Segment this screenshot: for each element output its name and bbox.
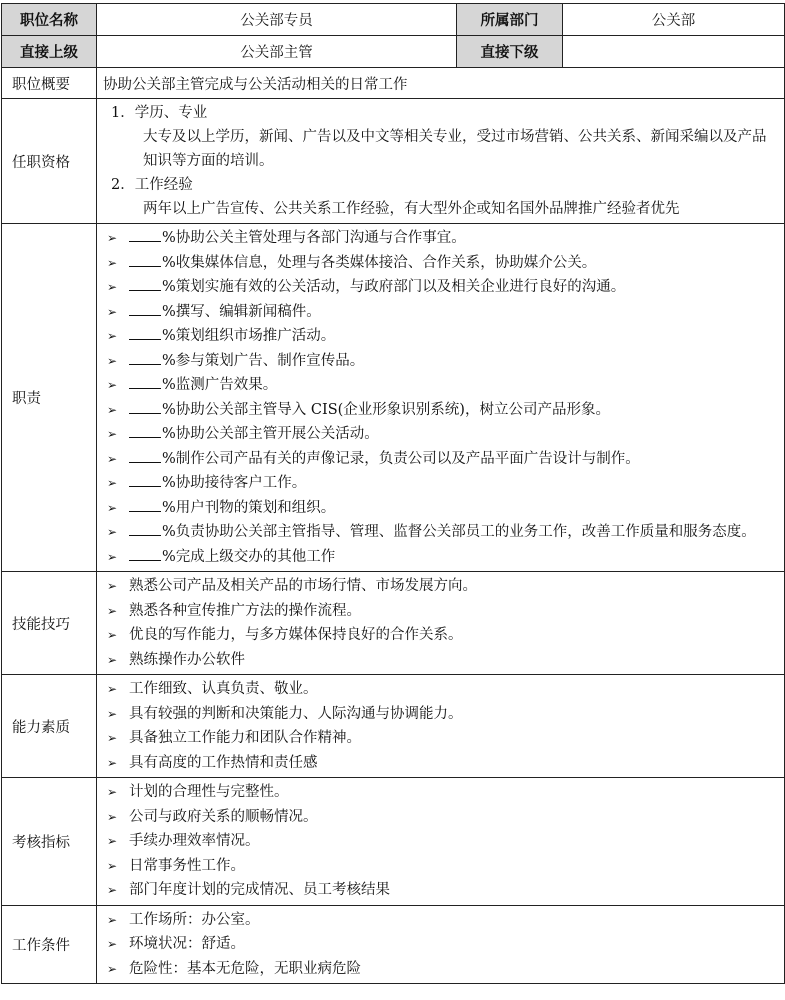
qualification-experience-text: 两年以上广告宣传、公共关系工作经验，有大型外企或知名国外品牌推广经验者优先 bbox=[143, 201, 680, 217]
qualification-experience-title: 2．工作经验 bbox=[111, 177, 193, 193]
conditions-list bbox=[97, 905, 785, 984]
department-value: 公关部 bbox=[563, 4, 785, 36]
duties-list bbox=[97, 224, 785, 572]
arrow-bullet-icon: ➢ bbox=[107, 280, 118, 294]
percent-blank bbox=[129, 399, 161, 414]
arrow-bullet-icon: ➢ bbox=[107, 231, 118, 245]
arrow-bullet-icon: ➢ bbox=[107, 937, 118, 951]
arrow-bullet-icon: ➢ bbox=[107, 329, 118, 343]
arrow-bullet-icon: ➢ bbox=[107, 476, 118, 490]
duty-item: ➢ %参与策划广告、制作宣传品。 bbox=[103, 349, 778, 374]
arrow-bullet-icon: ➢ bbox=[107, 304, 118, 319]
kpi-item: ➢ 手续办理效率情况。 bbox=[103, 829, 778, 854]
arrow-bullet-icon: ➢ bbox=[107, 255, 118, 270]
qualification-education-title: 1．学历、专业 bbox=[111, 105, 208, 121]
arrow-bullet-icon: ➢ bbox=[107, 427, 118, 441]
arrow-bullet-icon: ➢ bbox=[107, 500, 118, 515]
arrow-bullet-icon: ➢ bbox=[107, 549, 118, 564]
kpi-item: ➢ 部门年度计划的完成情况、员工考核结果 bbox=[103, 878, 778, 903]
duty-item: ➢ %监测广告效果。 bbox=[103, 373, 778, 398]
duty-item: ➢ %负责协助公关部主管指导、管理、监督公关部员工的业务工作，改善工作质量和服务态度。 bbox=[103, 520, 778, 545]
duties-row bbox=[2, 224, 785, 572]
duty-item: ➢ %策划实施有效的公关活动，与政府部门以及相关企业进行良好的沟通。 bbox=[103, 275, 778, 300]
duty-item: ➢ %制作公司产品有关的声像记录，负责公司以及产品平面广告设计与制作。 bbox=[103, 447, 778, 472]
abilities-list bbox=[97, 675, 785, 778]
arrow-bullet-icon: ➢ bbox=[107, 834, 118, 848]
percent-blank bbox=[129, 472, 161, 487]
conditions-label: 工作条件 bbox=[2, 905, 97, 984]
duty-item: ➢ %策划组织市场推广活动。 bbox=[103, 324, 778, 349]
summary-text: 协助公关部主管完成与公关活动相关的日常工作 bbox=[97, 68, 785, 99]
header-row-1 bbox=[2, 4, 785, 36]
qualifications-row bbox=[2, 99, 785, 224]
percent-blank bbox=[129, 497, 161, 512]
percent-blank bbox=[129, 301, 161, 316]
position-name-value: 公关部专员 bbox=[97, 4, 457, 36]
kpi-item: ➢ 日常事务性工作。 bbox=[103, 854, 778, 879]
header-row-2 bbox=[2, 36, 785, 68]
percent-blank bbox=[129, 374, 161, 389]
kpi-item: ➢ 计划的合理性与完整性。 bbox=[103, 780, 778, 805]
ability-item: ➢ 具备独立工作能力和团队合作精神。 bbox=[103, 726, 778, 751]
condition-item: ➢ 危险性：基本无危险，无职业病危险 bbox=[103, 957, 778, 982]
qualification-education-text: 大专及以上学历，新闻、广告以及中文等相关专业，受过市场营销、公共关系、新闻采编以及产品知识等方面的培训。 bbox=[143, 129, 767, 169]
skills-row bbox=[2, 572, 785, 675]
percent-blank bbox=[129, 227, 161, 242]
skill-item: ➢ 熟练操作办公软件 bbox=[103, 648, 778, 673]
direct-subordinate-value bbox=[563, 36, 785, 68]
arrow-bullet-icon: ➢ bbox=[107, 525, 118, 539]
percent-blank bbox=[129, 423, 161, 438]
position-name-label: 职位名称 bbox=[2, 4, 97, 36]
abilities-label: 能力素质 bbox=[2, 675, 97, 778]
skills-label: 技能技巧 bbox=[2, 572, 97, 675]
duty-item: ➢ %撰写、编辑新闻稿件。 bbox=[103, 300, 778, 325]
kpi-row bbox=[2, 778, 785, 906]
arrow-bullet-icon: ➢ bbox=[107, 402, 118, 417]
condition-item: ➢ 环境状况：舒适。 bbox=[103, 932, 778, 957]
kpi-list bbox=[97, 778, 785, 906]
direct-subordinate-label: 直接下级 bbox=[457, 36, 563, 68]
skill-item: ➢ 熟悉公司产品及相关产品的市场行情、市场发展方向。 bbox=[103, 574, 778, 599]
qualifications-label: 任职资格 bbox=[2, 99, 97, 224]
arrow-bullet-icon: ➢ bbox=[107, 883, 118, 897]
skill-item: ➢ 熟悉各种宣传推广方法的操作流程。 bbox=[103, 599, 778, 624]
arrow-bullet-icon: ➢ bbox=[107, 785, 118, 799]
skills-list bbox=[97, 572, 785, 675]
arrow-bullet-icon: ➢ bbox=[107, 378, 118, 392]
direct-superior-value: 公关部主管 bbox=[97, 36, 457, 68]
qualifications-content bbox=[97, 99, 785, 224]
arrow-bullet-icon: ➢ bbox=[107, 912, 118, 927]
duty-item: ➢ %协助公关部主管开展公关活动。 bbox=[103, 422, 778, 447]
skill-item: ➢ 优良的写作能力，与多方媒体保持良好的合作关系。 bbox=[103, 623, 778, 648]
percent-blank bbox=[129, 546, 161, 561]
arrow-bullet-icon: ➢ bbox=[107, 858, 118, 873]
conditions-row bbox=[2, 905, 785, 984]
department-label: 所属部门 bbox=[457, 4, 563, 36]
percent-blank bbox=[129, 521, 161, 536]
arrow-bullet-icon: ➢ bbox=[107, 579, 118, 593]
arrow-bullet-icon: ➢ bbox=[107, 652, 118, 667]
direct-superior-label: 直接上级 bbox=[2, 36, 97, 68]
arrow-bullet-icon: ➢ bbox=[107, 755, 118, 770]
percent-blank bbox=[129, 325, 161, 340]
duties-label: 职责 bbox=[2, 224, 97, 572]
ability-item: ➢ 工作细致、认真负责、敬业。 bbox=[103, 677, 778, 702]
arrow-bullet-icon: ➢ bbox=[107, 353, 118, 368]
duty-item: ➢ %协助公关主管处理与各部门沟通与合作事宜。 bbox=[103, 226, 778, 251]
duty-item: ➢ %完成上级交办的其他工作 bbox=[103, 545, 778, 570]
abilities-row bbox=[2, 675, 785, 778]
arrow-bullet-icon: ➢ bbox=[107, 961, 118, 976]
duty-item: ➢ %协助公关部主管导入 CIS(企业形象识别系统)，树立公司产品形象。 bbox=[103, 398, 778, 423]
summary-label: 职位概要 bbox=[2, 68, 97, 99]
kpi-label: 考核指标 bbox=[2, 778, 97, 906]
summary-row bbox=[2, 68, 785, 99]
percent-blank bbox=[129, 276, 161, 291]
arrow-bullet-icon: ➢ bbox=[107, 706, 118, 721]
condition-item: ➢ 工作场所：办公室。 bbox=[103, 908, 778, 933]
percent-blank bbox=[129, 252, 161, 267]
arrow-bullet-icon: ➢ bbox=[107, 809, 118, 824]
ability-item: ➢ 具有高度的工作热情和责任感 bbox=[103, 751, 778, 776]
arrow-bullet-icon: ➢ bbox=[107, 628, 118, 642]
duty-item: ➢ %协助接待客户工作。 bbox=[103, 471, 778, 496]
job-description-table bbox=[1, 3, 785, 984]
arrow-bullet-icon: ➢ bbox=[107, 603, 118, 618]
percent-blank bbox=[129, 448, 161, 463]
arrow-bullet-icon: ➢ bbox=[107, 682, 118, 696]
duty-item: ➢ %收集媒体信息，处理与各类媒体接洽、合作关系，协助媒介公关。 bbox=[103, 251, 778, 276]
arrow-bullet-icon: ➢ bbox=[107, 451, 118, 466]
arrow-bullet-icon: ➢ bbox=[107, 731, 118, 745]
percent-blank bbox=[129, 350, 161, 365]
kpi-item: ➢ 公司与政府关系的顺畅情况。 bbox=[103, 805, 778, 830]
duty-item: ➢ %用户刊物的策划和组织。 bbox=[103, 496, 778, 521]
ability-item: ➢ 具有较强的判断和决策能力、人际沟通与协调能力。 bbox=[103, 702, 778, 727]
